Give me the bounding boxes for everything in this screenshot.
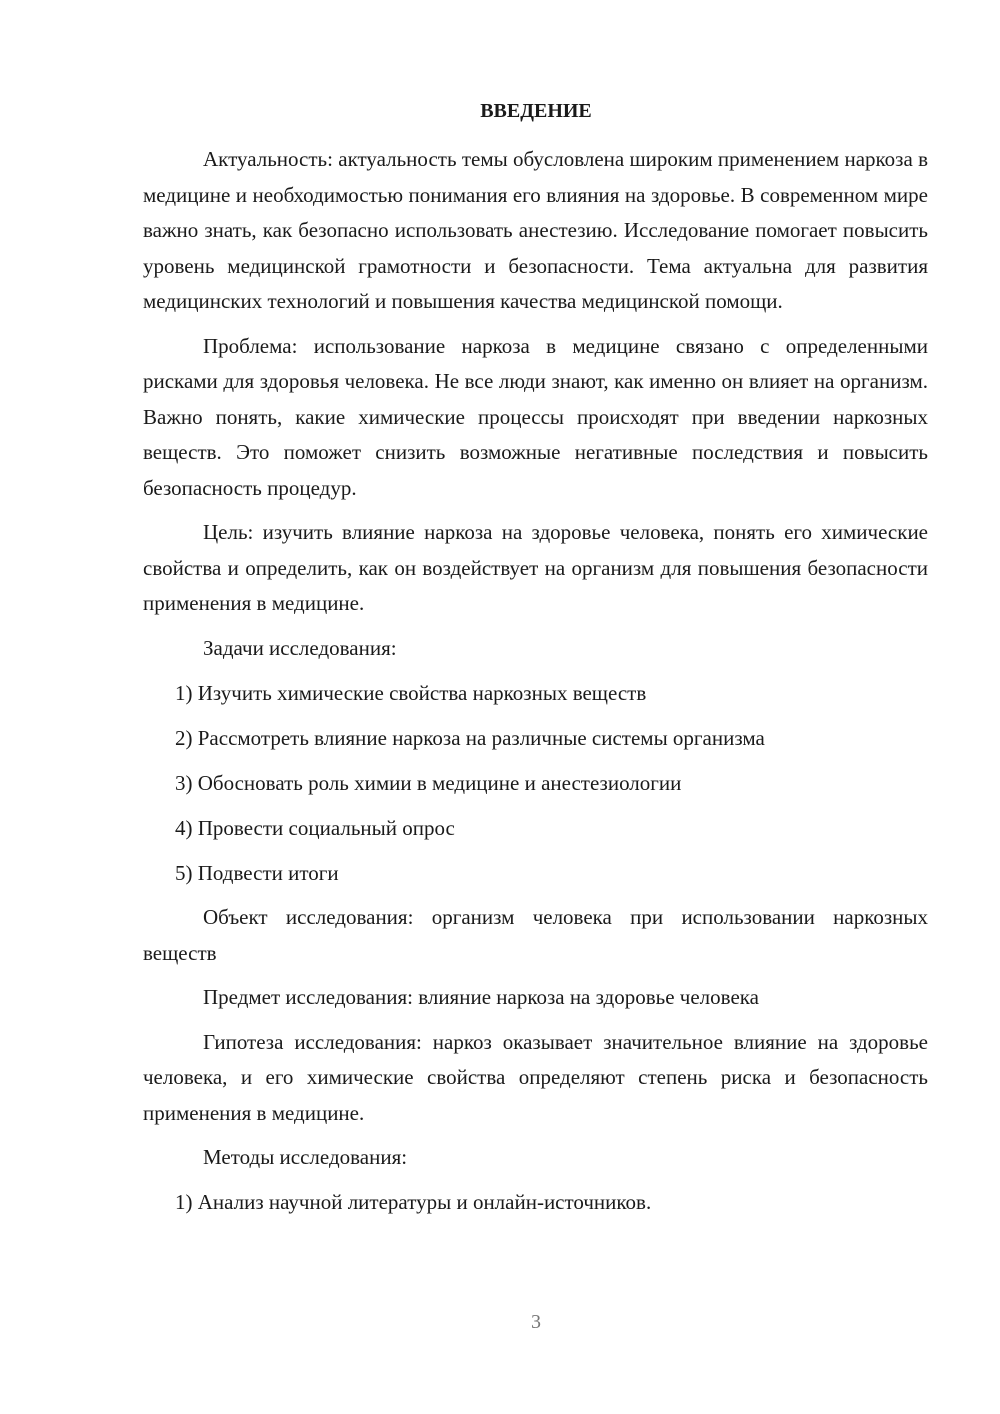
document-body xyxy=(143,142,928,1221)
goal-paragraph: Цель: изучить влияние наркоза на здоровье человека, понять его химические свойства и определить, как он воздействует на организм для повышения безопасности применения в медицине. xyxy=(143,520,928,615)
page-number: 3 xyxy=(531,1311,541,1333)
tasks-heading: Задачи исследования: xyxy=(203,635,397,660)
hypothesis-paragraph: Гипотеза исследования: наркоз оказывает значительное влияние на здоровье человека, и его химические свойства определяют степень риска и безопасность применения в медицине. xyxy=(143,1029,928,1125)
problem-paragraph: Проблема: использование наркоза в медицине связано с определенными рисками для здоровья человека. Не все люди знают, как именно он влияет на организм. Важно понять, какие химические процессы происходят при введении наркозных веществ. Это поможет снизить возможные негативные последствия и повысить безопасность процедур. xyxy=(143,333,928,500)
relevance-paragraph: Актуальность: актуальность темы обусловлена широким применением наркоза в медицине и необходимостью понимания его влияния на здоровье. В современном мире важно знать, как безопасно использовать анестезию. Исследование помогает повысить уровень медицинской грамотности и безопасности. Тема актуальна для развития медицинских технологий и повышения качества медицинской помощи. xyxy=(143,147,928,313)
methods-list xyxy=(143,1185,928,1221)
section-title: ВВЕДЕНИЕ xyxy=(480,100,592,122)
task-item: 2) Рассмотреть влияние наркоза на различные системы организма xyxy=(175,725,765,750)
methods-heading: Методы исследования: xyxy=(203,1145,408,1169)
tasks-list xyxy=(143,676,928,892)
task-item: 1) Изучить химические свойства наркозных веществ xyxy=(175,680,647,705)
task-item: 4) Провести социальный опрос xyxy=(175,815,455,840)
method-item: 1) Анализ научной литературы и онлайн-источников. xyxy=(175,1190,652,1214)
subject-paragraph: Предмет исследования: влияние наркоза на здоровье человека xyxy=(203,985,759,1009)
task-item: 3) Обосновать роль химии в медицине и анестезиологии xyxy=(175,770,682,795)
object-paragraph: Объект исследования: организм человека при использовании наркозных веществ xyxy=(143,905,928,965)
task-item: 5) Подвести итоги xyxy=(175,860,339,885)
